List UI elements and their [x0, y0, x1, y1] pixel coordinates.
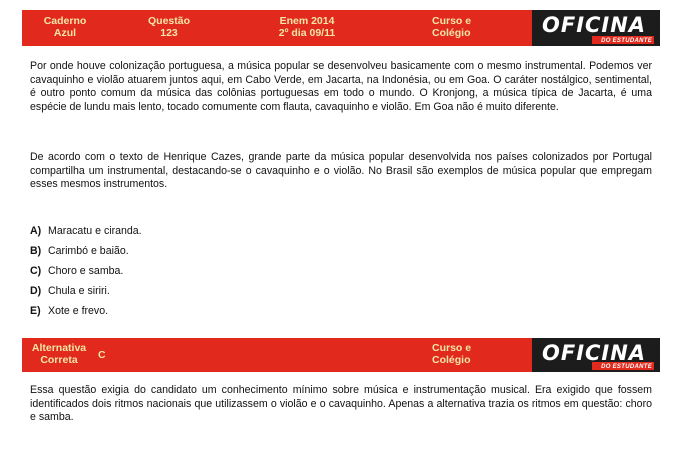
question-paragraph-1: Por onde houve colonização portuguesa, a música popular se desenvolveu basicamente com o mesmo instrumental. Podemos ver cavaquinho e violão atuarem juntos aqui, em Cabo Verde, em Jacarta, na Indonésia, ou em Goa. O caráter nostálgico, sentimental, é outro ponto comum da música das colônias portuguesas em todo o mundo. O Kronjong, a música típica de Jacarta, é uma espécie de lundu mais lento, tocado comumente com flauta, cavaquinho e violão. Em Goa não é muito diferente. [30, 60, 652, 113]
curso-line2: Colégio [432, 354, 471, 366]
logo-subtitle: DO ESTUDANTE [601, 364, 652, 370]
correct-answer-value: C [98, 349, 106, 361]
option-letter: B) [30, 245, 42, 257]
option-letter: D) [30, 285, 42, 297]
curso-line1: Curso e [432, 15, 472, 27]
logo-subtitle: DO ESTUDANTE [601, 38, 652, 44]
option-text: Xote e frevo. [48, 305, 109, 317]
questao-label: Questão [147, 15, 190, 27]
logo-text: OFICINA [542, 341, 647, 365]
option-c[interactable] [30, 261, 142, 281]
caderno-value: Azul [53, 27, 77, 39]
option-letter: E) [30, 305, 41, 317]
answer-options [30, 221, 142, 321]
option-d[interactable] [30, 281, 142, 301]
alternativa-line1: Alternativa [31, 342, 87, 354]
alternativa-line2: Correta [40, 354, 78, 366]
answer-explanation: Essa questão exigia do candidato um conhecimento mínimo sobre música e instrumentação musical. Era exigido que fossem identificados dois ritmos nacionais que utilizassem o violão e o cavaquinho. Apenas a alternativa trazia os ritmos em questão: choro e samba. [30, 384, 652, 424]
option-text: Carimbó e baião. [48, 245, 129, 257]
curso-cell [432, 15, 492, 39]
exam-cell [262, 15, 352, 39]
caderno-label: Caderno [43, 15, 87, 27]
option-text: Choro e samba. [48, 265, 124, 277]
answer-bar [22, 338, 660, 372]
exam-day: 2º dia 09/11 [278, 27, 336, 39]
question-paragraph-2: De acordo com o texto de Henrique Cazes, grande parte da música popular desenvolvida nos países colonizados por Portugal compartilha um instrumental, destacando-se o cavaquinho e o violão. No Brasil são exemplos de música popular que empregam esses mesmos instrumentos. [30, 151, 652, 191]
curso-line2: Colégio [432, 27, 471, 39]
header-bar [22, 10, 660, 46]
exam-label: Enem 2014 [279, 15, 335, 27]
caderno-cell [30, 15, 100, 39]
alternativa-cell [28, 342, 90, 366]
curso-cell-answer [432, 342, 492, 366]
option-text: Maracatu e ciranda. [48, 225, 142, 237]
oficina-logo-answer [532, 338, 660, 372]
option-letter: C) [30, 265, 42, 277]
option-e[interactable] [30, 301, 142, 321]
option-a[interactable] [30, 221, 142, 241]
questao-value: 123 [160, 27, 178, 39]
logo-text: OFICINA [542, 13, 647, 37]
oficina-logo [532, 10, 660, 46]
option-letter: A) [30, 225, 42, 237]
questao-cell [134, 15, 204, 39]
option-text: Chula e siriri. [48, 285, 110, 297]
option-b[interactable] [30, 241, 142, 261]
curso-line1: Curso e [432, 342, 472, 354]
